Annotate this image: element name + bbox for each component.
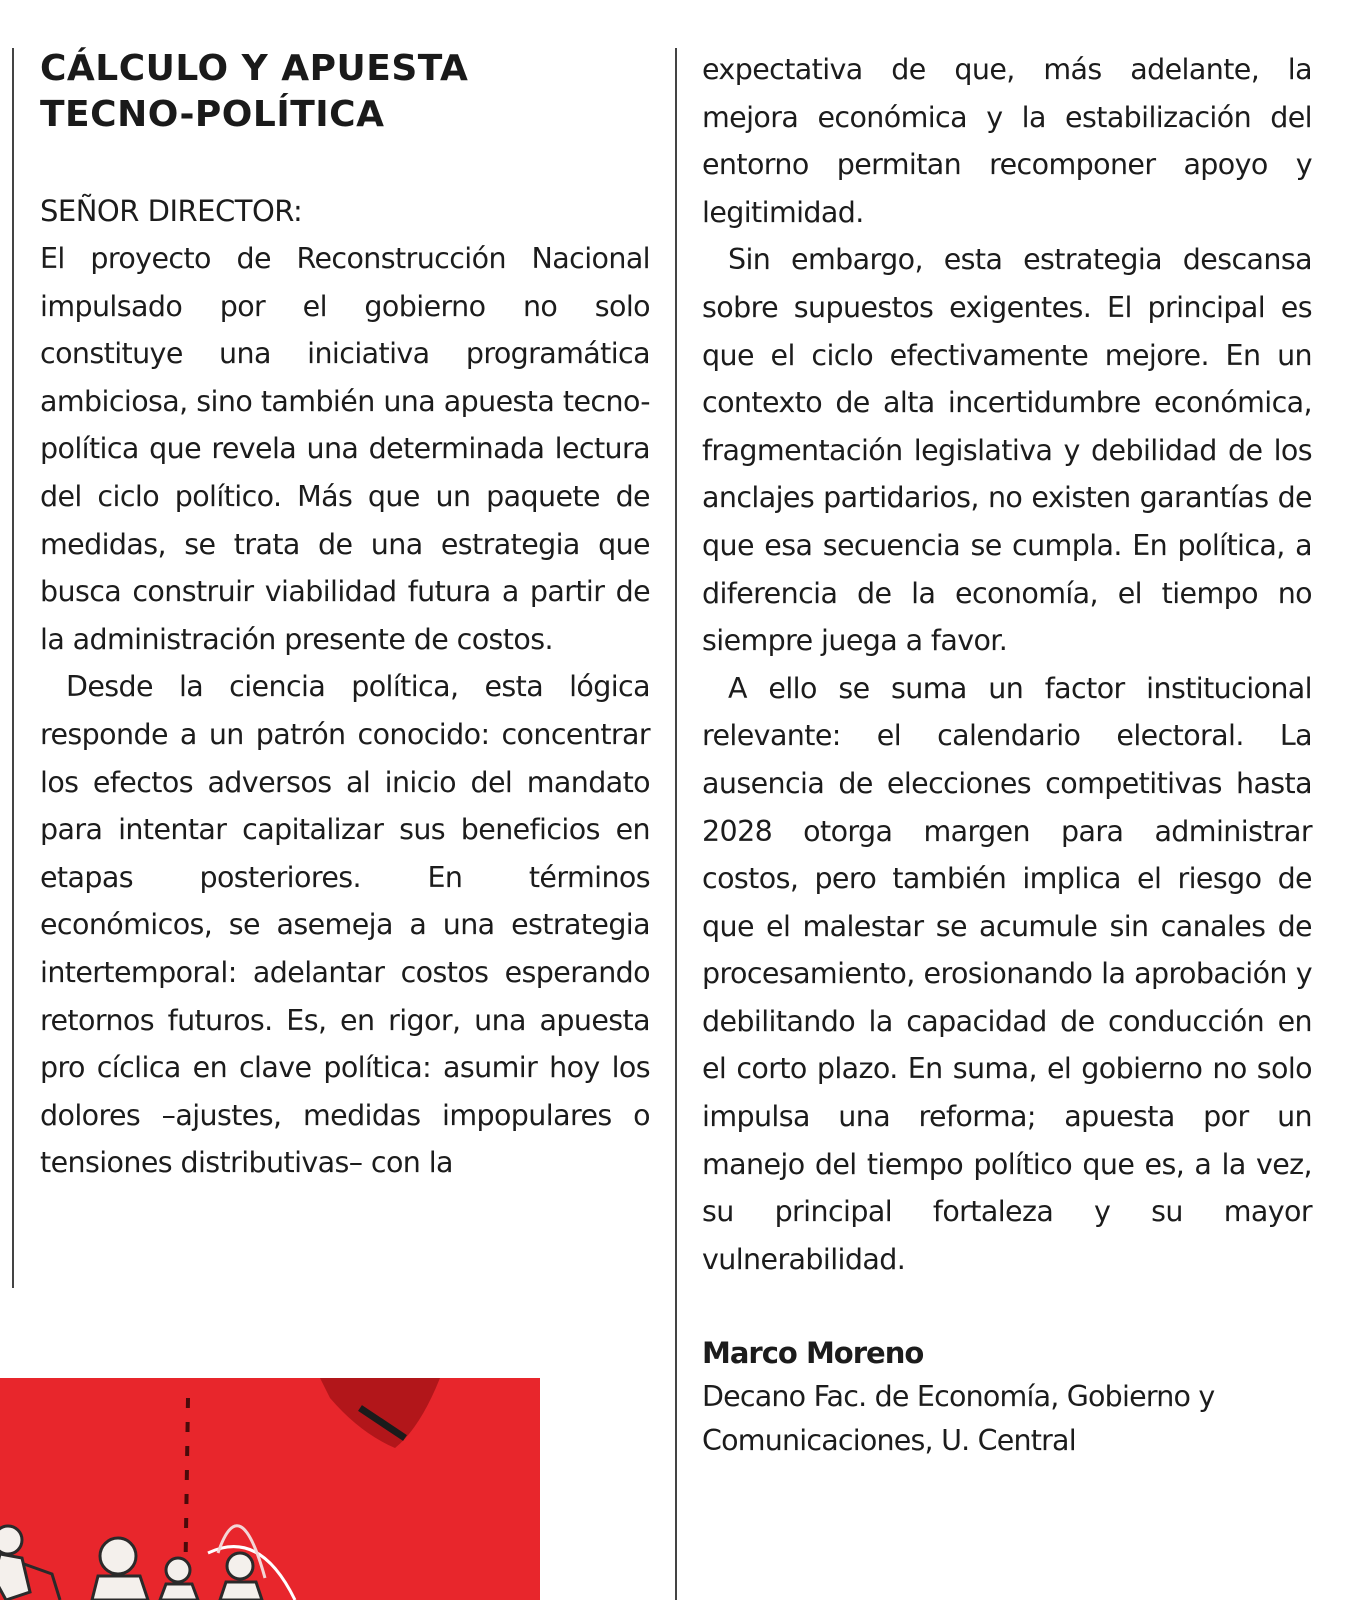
headline-line-2: TECNO-POLÍTICA [40, 94, 385, 135]
paragraph-4: A ello se suma un factor institucional relevante: el calendario electoral. La ausencia de elecciones competitivas hasta 2028 otorga margen para administrar costos, pero también implica el riesgo de que el malestar se acumule sin canales de procesamiento, erosionando la aprobación y debilitando la capacidad de conducción en el corto plazo. En suma, el gobierno no solo impulsa una reforma; apuesta por un manejo del tiempo político que es, a la vez, su principal fortaleza y su mayor vulnerabilidad. [702, 671, 1312, 1276]
headline-line-1: CÁLCULO Y APUESTA [40, 48, 469, 89]
paragraph-2-continued: expectativa de que, más adelante, la mejora económica y la estabilización del entorno permitan recomponer apoyo y legitimidad. [702, 53, 1312, 229]
author-name: Marco Moreno [702, 1336, 924, 1371]
illustration-background [0, 1378, 540, 1600]
salutation: SEÑOR DIRECTOR: [40, 194, 303, 228]
right-column [702, 46, 1312, 1463]
column-rule-middle [675, 48, 677, 1600]
paragraph-1: El proyecto de Reconstrucción Nacional impulsado por el gobierno no solo constituye una iniciativa programática ambiciosa, sino también una apuesta tecno-política que revela una determinada lectura del ciclo político. Más que un paquete de medidas, se trata de una estrategia que busca construir viabilidad futura a partir de la administración presente de costos. [40, 242, 650, 656]
column-rule-left [12, 48, 14, 1288]
illustration-canvas [0, 1378, 540, 1600]
running-figures-illustration-icon [0, 1378, 540, 1600]
headline [40, 46, 650, 138]
left-column [40, 46, 650, 1187]
paragraph-3: Sin embargo, esta estrategia descansa sobre supuestos exigentes. El principal es que el ciclo efectivamente mejore. En un contexto de alta incertidumbre económica, fragmentación legislativa y debilidad de los anclajes partidarios, no existen garantías de que esa secuencia se cumpla. En política, a diferencia de la economía, el tiempo no siempre juega a favor. [702, 243, 1312, 658]
author-title: Decano Fac. de Economía, Gobierno y Comunicaciones, U. Central [702, 1380, 1215, 1458]
author-signature [702, 1331, 1312, 1463]
paragraph-2: Desde la ciencia política, esta lógica responde a un patrón conocido: concentrar los efectos adversos al inicio del mandato para intentar capitalizar sus beneficios en etapas posteriores. En términos económicos, se asemeja a una estrategia intertemporal: adelantar costos esperando retornos futuros. Es, en rigor, una apuesta pro cíclica en clave política: asumir hoy los dolores –ajustes, medidas impopulares o tensiones distributivas– con la [40, 670, 650, 1180]
